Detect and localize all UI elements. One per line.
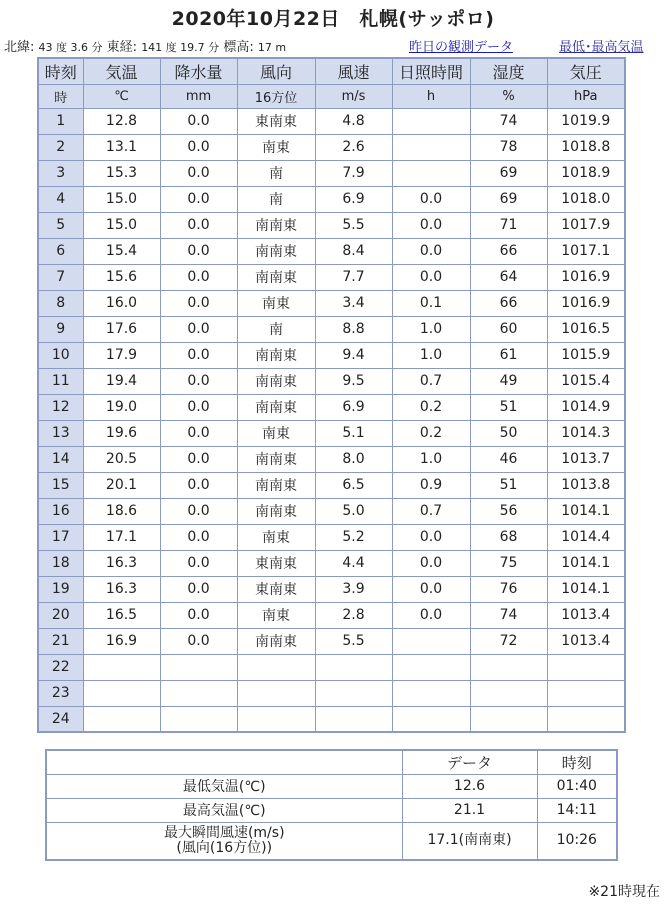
cell-pressure: 1018.0 [547, 186, 625, 212]
summary-label: 最低気温(℃) [46, 774, 402, 798]
unit-humidity: % [470, 84, 547, 108]
cell-wind-direction: 南東 [237, 420, 315, 446]
yesterday-data-link[interactable]: 昨日の観測データ [409, 40, 514, 55]
summary-time: 10:26 [537, 822, 617, 860]
longitude-value: 141 度 19.7 分 [141, 41, 220, 54]
cell-wind-direction: 南東 [237, 134, 315, 160]
cell-wind-direction: 南南東 [237, 238, 315, 264]
cell-pressure: 1017.1 [547, 238, 625, 264]
summary-label-gust [46, 822, 402, 860]
cell-wind-direction [237, 706, 315, 732]
summary-time: 14:11 [537, 798, 617, 822]
cell-precipitation: 0.0 [160, 602, 237, 628]
cell-temperature: 20.1 [83, 472, 160, 498]
station-coordinates [4, 36, 286, 55]
col-header-wind-direction: 風向 [237, 58, 315, 84]
unit-hour: 時 [38, 84, 83, 108]
summary-value: 12.6 [402, 774, 537, 798]
latitude-value: 43 度 3.6 分 [38, 41, 103, 54]
summary-header-row [46, 750, 617, 774]
cell-temperature: 16.3 [83, 550, 160, 576]
cell-precipitation [160, 654, 237, 680]
cell-humidity: 66 [470, 290, 547, 316]
cell-wind-speed: 7.7 [315, 264, 392, 290]
unit-pressure: hPa [547, 84, 625, 108]
cell-precipitation: 0.0 [160, 212, 237, 238]
cell-temperature: 15.6 [83, 264, 160, 290]
cell-precipitation: 0.0 [160, 446, 237, 472]
cell-pressure [547, 706, 625, 732]
elevation-value: 17 m [257, 41, 287, 54]
cell-hour: 8 [38, 290, 83, 316]
cell-wind-direction: 南東 [237, 290, 315, 316]
cell-temperature: 15.3 [83, 160, 160, 186]
cell-temperature: 16.3 [83, 576, 160, 602]
table-row [38, 576, 625, 602]
cell-pressure: 1017.9 [547, 212, 625, 238]
latitude-label: 北緯: [4, 40, 35, 55]
cell-humidity: 69 [470, 186, 547, 212]
cell-wind-speed: 4.4 [315, 550, 392, 576]
cell-hour: 5 [38, 212, 83, 238]
cell-hour: 17 [38, 524, 83, 550]
cell-wind-speed [315, 680, 392, 706]
cell-pressure: 1016.9 [547, 264, 625, 290]
elevation-label: 標高: [223, 40, 254, 55]
cell-temperature: 17.6 [83, 316, 160, 342]
cell-wind-direction: 南東 [237, 524, 315, 550]
cell-pressure: 1016.5 [547, 316, 625, 342]
cell-sunshine [392, 160, 470, 186]
cell-hour: 4 [38, 186, 83, 212]
cell-wind-speed: 8.0 [315, 446, 392, 472]
cell-wind-speed: 4.8 [315, 108, 392, 134]
cell-precipitation: 0.0 [160, 160, 237, 186]
cell-wind-speed: 3.9 [315, 576, 392, 602]
cell-temperature [83, 654, 160, 680]
table-row [38, 134, 625, 160]
table-row [38, 316, 625, 342]
cell-precipitation: 0.0 [160, 290, 237, 316]
cell-humidity: 71 [470, 212, 547, 238]
cell-temperature: 17.1 [83, 524, 160, 550]
table-row [38, 680, 625, 706]
cell-wind-speed: 9.5 [315, 368, 392, 394]
cell-sunshine: 0.2 [392, 420, 470, 446]
cell-sunshine [392, 108, 470, 134]
cell-sunshine: 0.0 [392, 524, 470, 550]
cell-hour: 15 [38, 472, 83, 498]
col-header-humidity: 湿度 [470, 58, 547, 84]
summary-row-max-gust [46, 822, 617, 860]
longitude-label: 東経: [106, 40, 138, 55]
summary-value: 17.1(南南東) [402, 822, 537, 860]
cell-sunshine [392, 680, 470, 706]
cell-wind-direction: 南 [237, 316, 315, 342]
summary-header-data: データ [402, 750, 537, 774]
cell-sunshine: 1.0 [392, 316, 470, 342]
table-row [38, 472, 625, 498]
unit-header-row [38, 84, 625, 108]
summary-label-sub: (風向(16方位)) [176, 839, 273, 856]
table-row [38, 342, 625, 368]
min-max-temp-link[interactable]: 最低･最高気温 [559, 40, 644, 55]
cell-precipitation: 0.0 [160, 238, 237, 264]
cell-wind-direction: 南東 [237, 602, 315, 628]
cell-wind-speed: 3.4 [315, 290, 392, 316]
summary-label: 最高気温(℃) [46, 798, 402, 822]
cell-precipitation [160, 680, 237, 706]
cell-precipitation: 0.0 [160, 186, 237, 212]
unit-precipitation: mm [160, 84, 237, 108]
cell-hour: 22 [38, 654, 83, 680]
table-row [38, 238, 625, 264]
cell-precipitation: 0.0 [160, 316, 237, 342]
cell-hour: 2 [38, 134, 83, 160]
cell-wind-direction: 南 [237, 186, 315, 212]
cell-wind-direction: 東南東 [237, 108, 315, 134]
observation-rows [38, 108, 625, 732]
cell-wind-speed: 9.4 [315, 342, 392, 368]
cell-temperature [83, 706, 160, 732]
cell-precipitation: 0.0 [160, 472, 237, 498]
cell-humidity: 69 [470, 160, 547, 186]
cell-precipitation: 0.0 [160, 368, 237, 394]
cell-humidity: 61 [470, 342, 547, 368]
table-row [38, 706, 625, 732]
cell-wind-speed: 5.0 [315, 498, 392, 524]
cell-hour: 6 [38, 238, 83, 264]
table-row [38, 628, 625, 654]
cell-wind-speed [315, 654, 392, 680]
summary-row-max-temp [46, 798, 617, 822]
col-header-sunshine: 日照時間 [392, 58, 470, 84]
cell-humidity: 51 [470, 472, 547, 498]
cell-pressure: 1018.9 [547, 160, 625, 186]
cell-wind-speed: 6.5 [315, 472, 392, 498]
cell-hour: 12 [38, 394, 83, 420]
cell-pressure: 1015.9 [547, 342, 625, 368]
col-header-wind-speed: 風速 [315, 58, 392, 84]
cell-precipitation: 0.0 [160, 498, 237, 524]
cell-wind-direction: 南南東 [237, 472, 315, 498]
cell-humidity: 78 [470, 134, 547, 160]
table-row [38, 550, 625, 576]
cell-hour: 13 [38, 420, 83, 446]
cell-precipitation: 0.0 [160, 134, 237, 160]
cell-hour: 21 [38, 628, 83, 654]
cell-temperature: 19.4 [83, 368, 160, 394]
cell-temperature: 13.1 [83, 134, 160, 160]
cell-temperature: 16.9 [83, 628, 160, 654]
cell-pressure: 1014.1 [547, 550, 625, 576]
cell-hour: 18 [38, 550, 83, 576]
cell-hour: 14 [38, 446, 83, 472]
cell-precipitation: 0.0 [160, 628, 237, 654]
table-row [38, 108, 625, 134]
cell-wind-speed: 6.9 [315, 394, 392, 420]
cell-humidity: 46 [470, 446, 547, 472]
table-row [38, 394, 625, 420]
cell-sunshine: 0.2 [392, 394, 470, 420]
cell-humidity [470, 706, 547, 732]
cell-pressure: 1018.8 [547, 134, 625, 160]
cell-sunshine: 0.0 [392, 576, 470, 602]
cell-hour: 24 [38, 706, 83, 732]
cell-wind-speed: 8.4 [315, 238, 392, 264]
unit-sunshine: h [392, 84, 470, 108]
cell-wind-direction: 南南東 [237, 264, 315, 290]
table-row [38, 602, 625, 628]
cell-pressure: 1014.1 [547, 498, 625, 524]
cell-temperature: 18.6 [83, 498, 160, 524]
cell-wind-direction: 南南東 [237, 342, 315, 368]
table-row [38, 498, 625, 524]
cell-pressure: 1016.9 [547, 290, 625, 316]
unit-wind-speed: m/s [315, 84, 392, 108]
cell-sunshine: 0.0 [392, 186, 470, 212]
cell-pressure: 1014.3 [547, 420, 625, 446]
cell-humidity: 49 [470, 368, 547, 394]
summary-value: 21.1 [402, 798, 537, 822]
table-row [38, 446, 625, 472]
cell-sunshine: 0.0 [392, 550, 470, 576]
cell-temperature: 16.5 [83, 602, 160, 628]
cell-hour: 10 [38, 342, 83, 368]
cell-sunshine [392, 706, 470, 732]
cell-wind-direction: 東南東 [237, 550, 315, 576]
summary-label: 最大瞬間風速(m/s) [163, 824, 285, 841]
cell-precipitation: 0.0 [160, 524, 237, 550]
cell-wind-direction: 南南東 [237, 368, 315, 394]
cell-humidity: 50 [470, 420, 547, 446]
cell-temperature: 12.8 [83, 108, 160, 134]
cell-wind-direction [237, 654, 315, 680]
cell-temperature: 15.0 [83, 212, 160, 238]
cell-sunshine: 0.7 [392, 498, 470, 524]
cell-pressure: 1015.4 [547, 368, 625, 394]
table-row [38, 264, 625, 290]
cell-pressure [547, 654, 625, 680]
cell-hour: 7 [38, 264, 83, 290]
cell-precipitation: 0.0 [160, 108, 237, 134]
table-row [38, 654, 625, 680]
table-row [38, 160, 625, 186]
cell-hour: 9 [38, 316, 83, 342]
cell-wind-speed: 8.8 [315, 316, 392, 342]
cell-humidity: 60 [470, 316, 547, 342]
summary-header-blank [46, 750, 402, 774]
cell-precipitation [160, 706, 237, 732]
cell-pressure: 1014.9 [547, 394, 625, 420]
cell-pressure: 1019.9 [547, 108, 625, 134]
cell-pressure: 1014.4 [547, 524, 625, 550]
col-header-hour: 時刻 [38, 58, 83, 84]
cell-precipitation: 0.0 [160, 550, 237, 576]
cell-humidity [470, 680, 547, 706]
footnote: ※21時現在 [588, 884, 660, 900]
cell-wind-speed: 5.5 [315, 628, 392, 654]
cell-hour: 20 [38, 602, 83, 628]
cell-sunshine: 1.0 [392, 446, 470, 472]
cell-hour: 23 [38, 680, 83, 706]
cell-temperature: 15.4 [83, 238, 160, 264]
cell-humidity: 72 [470, 628, 547, 654]
cell-wind-direction [237, 680, 315, 706]
cell-wind-speed: 5.2 [315, 524, 392, 550]
cell-wind-direction: 南南東 [237, 628, 315, 654]
cell-hour: 11 [38, 368, 83, 394]
cell-wind-direction: 南南東 [237, 498, 315, 524]
cell-wind-speed: 2.8 [315, 602, 392, 628]
cell-pressure: 1013.4 [547, 628, 625, 654]
table-row [38, 186, 625, 212]
cell-wind-speed: 5.5 [315, 212, 392, 238]
cell-temperature: 17.9 [83, 342, 160, 368]
page-title: 2020年10月22日 札幌(サッポロ) [171, 8, 495, 30]
summary-time: 01:40 [537, 774, 617, 798]
cell-wind-speed: 2.6 [315, 134, 392, 160]
cell-precipitation: 0.0 [160, 394, 237, 420]
cell-pressure: 1013.8 [547, 472, 625, 498]
daily-summary-table [45, 749, 618, 861]
cell-wind-speed: 7.9 [315, 160, 392, 186]
cell-wind-direction: 南南東 [237, 212, 315, 238]
cell-wind-speed: 5.1 [315, 420, 392, 446]
cell-humidity: 56 [470, 498, 547, 524]
cell-hour: 16 [38, 498, 83, 524]
cell-temperature: 15.0 [83, 186, 160, 212]
summary-row-min-temp [46, 774, 617, 798]
cell-hour: 3 [38, 160, 83, 186]
col-header-temperature: 気温 [83, 58, 160, 84]
cell-humidity [470, 654, 547, 680]
table-row [38, 420, 625, 446]
cell-pressure: 1013.7 [547, 446, 625, 472]
column-header-row [38, 58, 625, 84]
cell-temperature: 16.0 [83, 290, 160, 316]
cell-wind-direction: 東南東 [237, 576, 315, 602]
cell-wind-direction: 南南東 [237, 394, 315, 420]
cell-wind-direction: 南 [237, 160, 315, 186]
table-row [38, 212, 625, 238]
unit-wind-direction: 16方位 [237, 84, 315, 108]
cell-sunshine: 0.0 [392, 238, 470, 264]
cell-humidity: 66 [470, 238, 547, 264]
cell-sunshine: 1.0 [392, 342, 470, 368]
cell-wind-speed: 6.9 [315, 186, 392, 212]
cell-hour: 1 [38, 108, 83, 134]
cell-humidity: 75 [470, 550, 547, 576]
table-row [38, 290, 625, 316]
cell-humidity: 74 [470, 602, 547, 628]
cell-humidity: 74 [470, 108, 547, 134]
cell-sunshine: 0.0 [392, 264, 470, 290]
col-header-pressure: 気圧 [547, 58, 625, 84]
cell-sunshine: 0.0 [392, 212, 470, 238]
cell-sunshine [392, 628, 470, 654]
cell-temperature [83, 680, 160, 706]
hourly-observation-table [37, 57, 626, 733]
cell-humidity: 76 [470, 576, 547, 602]
cell-humidity: 51 [470, 394, 547, 420]
cell-temperature: 19.6 [83, 420, 160, 446]
col-header-precipitation: 降水量 [160, 58, 237, 84]
table-row [38, 524, 625, 550]
cell-humidity: 68 [470, 524, 547, 550]
cell-humidity: 64 [470, 264, 547, 290]
unit-temperature: ℃ [83, 84, 160, 108]
cell-precipitation: 0.0 [160, 420, 237, 446]
cell-hour: 19 [38, 576, 83, 602]
cell-wind-direction: 南南東 [237, 446, 315, 472]
cell-temperature: 19.0 [83, 394, 160, 420]
cell-pressure: 1014.1 [547, 576, 625, 602]
cell-pressure: 1013.4 [547, 602, 625, 628]
cell-precipitation: 0.0 [160, 342, 237, 368]
cell-temperature: 20.5 [83, 446, 160, 472]
cell-precipitation: 0.0 [160, 264, 237, 290]
cell-pressure [547, 680, 625, 706]
cell-sunshine: 0.9 [392, 472, 470, 498]
station-info-bar [4, 36, 662, 54]
summary-header-time: 時刻 [537, 750, 617, 774]
cell-sunshine [392, 654, 470, 680]
cell-sunshine: 0.0 [392, 602, 470, 628]
table-row [38, 368, 625, 394]
cell-precipitation: 0.0 [160, 576, 237, 602]
cell-sunshine [392, 134, 470, 160]
cell-sunshine: 0.7 [392, 368, 470, 394]
cell-wind-speed [315, 706, 392, 732]
cell-sunshine: 0.1 [392, 290, 470, 316]
